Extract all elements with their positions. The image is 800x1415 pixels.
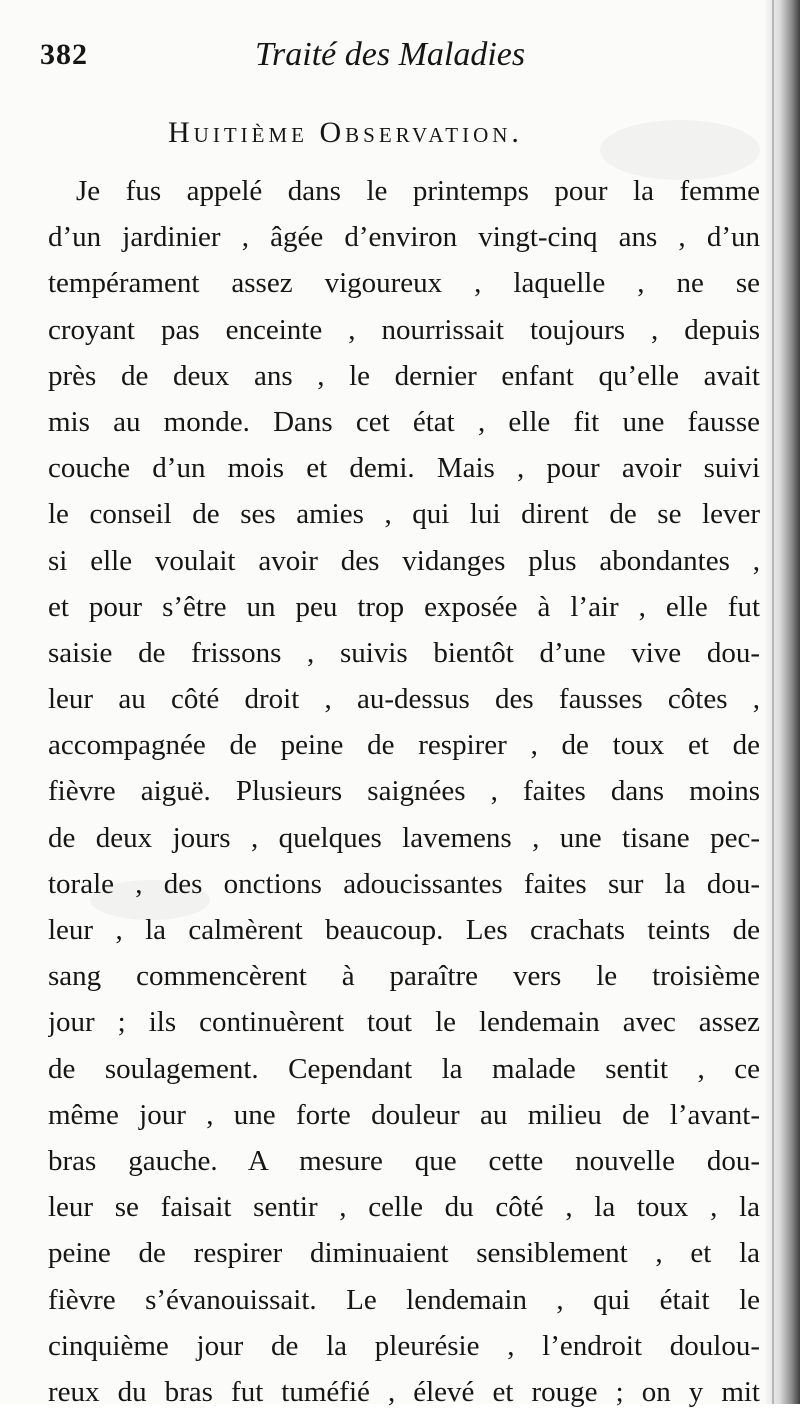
text-line: près de deux ans , le dernier enfant qu’elle avait	[48, 359, 760, 392]
text-line: croyant pas enceinte , nourrissait toujours , depuis	[48, 313, 760, 346]
text-line: sang commencèrent à paraître vers le troisième	[48, 960, 760, 993]
text-line: de deux jours , quelques lavemens , une tisane pec-	[48, 821, 760, 854]
text-line: même jour , une forte douleur au milieu de l’avant-	[48, 1098, 760, 1131]
text-line: tempérament assez vigoureux , laquelle , ne se	[48, 267, 760, 300]
text-line: le conseil de ses amies , qui lui dirent de se lever	[48, 498, 760, 531]
page-edge-line	[772, 0, 774, 1404]
text-line: Je fus appelé dans le printemps pour la femme	[76, 175, 760, 207]
text-line: d’un jardinier , âgée d’environ vingt-cinq ans , d’un	[48, 221, 760, 254]
text-line: fièvre s’évanouissait. Le lendemain , qui était le	[48, 1283, 760, 1316]
text-line: reux du bras fut tuméfié , élevé et rouge ; on y mit	[48, 1375, 760, 1408]
text-line: mis au monde. Dans cet état , elle fit une fausse	[48, 405, 760, 438]
text-line: peine de respirer diminuaient sensiblement , et la	[48, 1237, 760, 1270]
text-line: si elle voulait avoir des vidanges plus abondantes ,	[48, 544, 760, 577]
text-line: leur se faisait sentir , celle du côté , la toux , la	[48, 1191, 760, 1224]
page-number: 382	[40, 38, 88, 71]
text-line: couche d’un mois et demi. Mais , pour avoir suivi	[48, 452, 760, 485]
running-title: Traité des Maladies	[255, 36, 526, 73]
page-header	[40, 38, 760, 88]
text-line: saisie de frissons , suivis bientôt d’une vive dou-	[48, 636, 760, 669]
text-line: torale , des onctions adoucissantes faites sur la dou-	[48, 867, 760, 900]
text-line: leur au côté droit , au-dessus des fausses côtes ,	[48, 683, 760, 716]
text-line: cinquième jour de la pleurésie , l’endroit doulou-	[48, 1329, 760, 1362]
text-line: et pour s’être un peu trop exposée à l’air , elle fut	[48, 590, 760, 623]
text-line: de soulagement. Cependant la malade sentit , ce	[48, 1052, 760, 1085]
section-title: Huitième Observation.	[168, 116, 523, 149]
text-line: jour ; ils continuèrent tout le lendemain avec assez	[48, 1006, 760, 1039]
text-line: bras gauche. A mesure que cette nouvelle dou-	[48, 1144, 760, 1177]
text-line: fièvre aiguë. Plusieurs saignées , faites dans moins	[48, 775, 760, 808]
text-line: leur , la calmèrent beaucoup. Les crachats teints de	[48, 914, 760, 946]
body-text	[48, 168, 760, 1415]
text-line: accompagnée de peine de respirer , de toux et de	[48, 729, 760, 762]
